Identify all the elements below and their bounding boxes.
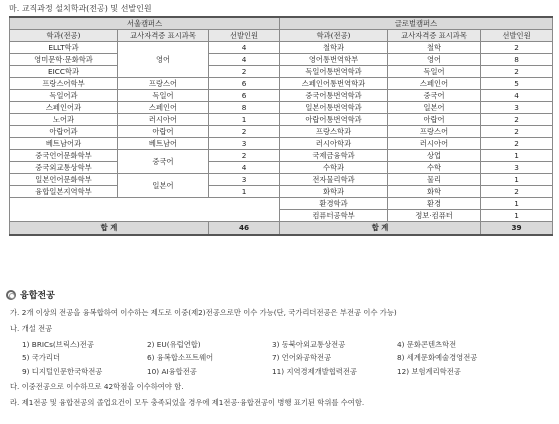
global-dept: 철학과 (280, 42, 388, 54)
paragraph-ra: 라. 제1전공 및 융합전공의 졸업요건이 모두 충족되었을 경우에 제1전공·융합전공이 병행 표기된 학위를 수여함. (10, 398, 365, 407)
global-subject: 물리 (388, 174, 481, 186)
global-subject: 환경 (388, 198, 481, 210)
seoul-subject: 독일어 (118, 90, 209, 102)
seoul-quota: 6 (209, 90, 280, 102)
global-subject: 영어 (388, 54, 481, 66)
seoul-dept: 영미문학·문화학과 (10, 54, 118, 66)
seoul-dept: 융합일본지역학부 (10, 186, 118, 198)
global-quota: 3 (481, 102, 553, 114)
global-dept: 중국어통번역학과 (280, 90, 388, 102)
seoul-dept: 일본언어문화학부 (10, 174, 118, 186)
global-quota: 2 (481, 66, 553, 78)
table-row (10, 186, 553, 198)
major-item: 3) 동북아외교통상전공 (272, 339, 346, 349)
global-quota: 1 (481, 150, 553, 162)
seoul-quota: 3 (209, 174, 280, 186)
global-total-value: 39 (481, 222, 553, 236)
paragraph-da: 다. 이중전공으로 이수하므로 42학점을 이수하여야 함. (10, 382, 184, 391)
global-dept: 러시아학과 (280, 138, 388, 150)
global-quota: 2 (481, 186, 553, 198)
seoul-dept: 중국언어문화학부 (10, 150, 118, 162)
major-row (22, 365, 552, 379)
seoul-subject: 아랍어 (118, 126, 209, 138)
seoul-quota: 1 (209, 114, 280, 126)
global-subject: 아랍어 (388, 114, 481, 126)
major-item: 10) AI융합전공 (147, 366, 197, 376)
global-quota: 1 (481, 174, 553, 186)
global-campus-header: 글로벌캠퍼스 (280, 17, 553, 30)
seoul-subject: 일본어 (118, 174, 209, 198)
table-row (10, 114, 553, 126)
seoul-dept: ELLT학과 (10, 42, 118, 54)
global-dept: 컴퓨터공학부 (280, 210, 388, 222)
table-row (10, 174, 553, 186)
global-dept: 프랑스학과 (280, 126, 388, 138)
table-row (10, 78, 553, 90)
section-title-text: 융합전공 (20, 291, 55, 301)
major-list (22, 338, 552, 379)
major-row (22, 338, 552, 352)
global-dept: 아랍어통번역학과 (280, 114, 388, 126)
global-quota: 1 (481, 198, 553, 210)
global-quota: 3 (481, 162, 553, 174)
seoul-total-label: 합 계 (10, 222, 209, 236)
seoul-dept: 중국외교통상학부 (10, 162, 118, 174)
teacher-training-table (9, 16, 553, 236)
table-row (10, 42, 553, 54)
col-header-quota: 선발인원 (209, 30, 280, 42)
global-dept: 독일어통번역학과 (280, 66, 388, 78)
table-row (10, 66, 553, 78)
total-row (10, 222, 553, 236)
seoul-quota: 4 (209, 54, 280, 66)
seoul-subject: 프랑스어 (118, 78, 209, 90)
table-row (10, 90, 553, 102)
global-subject: 상업 (388, 150, 481, 162)
major-row (22, 352, 552, 366)
global-quota: 1 (481, 210, 553, 222)
paragraph-ga: 가. 2개 이상의 전공을 융복합하여 이수하는 제도로 이중(제2)전공으로만 이수 가능(단, 국가리더전공은 부전공 이수 가능) (10, 308, 397, 317)
seoul-quota: 4 (209, 42, 280, 54)
global-total-label: 합 계 (280, 222, 481, 236)
global-dept: 환경학과 (280, 198, 388, 210)
global-dept: 국제금융학과 (280, 150, 388, 162)
table-row (10, 102, 553, 114)
seoul-quota: 1 (209, 186, 280, 198)
seoul-quota: 6 (209, 78, 280, 90)
seoul-dept: 노어과 (10, 114, 118, 126)
global-dept: 전자물리학과 (280, 174, 388, 186)
seoul-dept: 스페인어과 (10, 102, 118, 114)
paragraph-na: 나. 개설 전공 (10, 324, 53, 333)
seoul-dept: 아랍어과 (10, 126, 118, 138)
col-header-subject: 교사자격증 표시과목 (118, 30, 209, 42)
seoul-subject: 영어 (118, 42, 209, 78)
table-row (10, 54, 553, 66)
major-item: 8) 세계문화예술경영전공 (397, 353, 478, 363)
table-row (10, 162, 553, 174)
seoul-quota: 3 (209, 138, 280, 150)
global-quota: 2 (481, 42, 553, 54)
seoul-quota: 2 (209, 126, 280, 138)
major-item: 2) EU(유럽연합) (147, 339, 201, 349)
global-quota: 4 (481, 90, 553, 102)
global-dept: 화학과 (280, 186, 388, 198)
table-row (10, 138, 553, 150)
seoul-dept: 프랑스어학부 (10, 78, 118, 90)
seoul-quota: 2 (209, 66, 280, 78)
major-item: 5) 국가리더 (22, 353, 61, 363)
global-quota: 2 (481, 114, 553, 126)
global-subject: 철학 (388, 42, 481, 54)
seoul-subject: 베트남어 (118, 138, 209, 150)
major-item: 9) 디지털인문한국학전공 (22, 366, 103, 376)
global-subject: 화학 (388, 186, 481, 198)
table-row (10, 198, 553, 210)
global-subject: 러시아어 (388, 138, 481, 150)
global-dept: 수학과 (280, 162, 388, 174)
col-header-dept: 학과(전공) (10, 30, 118, 42)
global-subject: 스페인어 (388, 78, 481, 90)
seoul-dept: 베트남어과 (10, 138, 118, 150)
col-header-subject: 교사자격증 표시과목 (388, 30, 481, 42)
global-dept: 스페인어통번역학과 (280, 78, 388, 90)
seoul-empty-cell (10, 198, 280, 222)
col-header-quota: 선발인원 (481, 30, 553, 42)
seoul-campus-header: 서울캠퍼스 (10, 17, 280, 30)
circle-bullet-icon (6, 290, 16, 300)
seoul-dept: EICC학과 (10, 66, 118, 78)
major-item: 4) 문화콘텐츠학전 (397, 339, 457, 349)
table-row (10, 150, 553, 162)
section-title (6, 288, 55, 301)
major-item: 7) 언어와공학전공 (272, 353, 332, 363)
section-heading: 마. 교직과정 설치학과(전공) 및 선발인원 (9, 4, 152, 13)
major-item: 6) 융복합소프트웨어 (147, 353, 214, 363)
seoul-quota: 4 (209, 162, 280, 174)
major-item: 12) 보험계리학전공 (397, 366, 461, 376)
global-quota: 5 (481, 78, 553, 90)
global-subject: 중국어 (388, 90, 481, 102)
seoul-total-value: 46 (209, 222, 280, 236)
seoul-quota: 2 (209, 150, 280, 162)
global-subject: 일본어 (388, 102, 481, 114)
global-subject: 독일어 (388, 66, 481, 78)
global-subject: 프랑스어 (388, 126, 481, 138)
global-dept: 일본어통번역학과 (280, 102, 388, 114)
global-dept: 영어통번역학부 (280, 54, 388, 66)
col-header-dept: 학과(전공) (280, 30, 388, 42)
global-subject: 수학 (388, 162, 481, 174)
global-quota: 2 (481, 126, 553, 138)
table-row (10, 126, 553, 138)
major-item: 11) 지역경제개발협력전공 (272, 366, 357, 376)
major-item: 1) BRICs(브릭스)전공 (22, 339, 94, 349)
global-quota: 8 (481, 54, 553, 66)
seoul-subject: 중국어 (118, 150, 209, 174)
global-subject: 정보·컴퓨터 (388, 210, 481, 222)
seoul-quota: 8 (209, 102, 280, 114)
seoul-dept: 독일어과 (10, 90, 118, 102)
global-quota: 2 (481, 138, 553, 150)
seoul-subject: 스페인어 (118, 102, 209, 114)
seoul-subject: 러시아어 (118, 114, 209, 126)
